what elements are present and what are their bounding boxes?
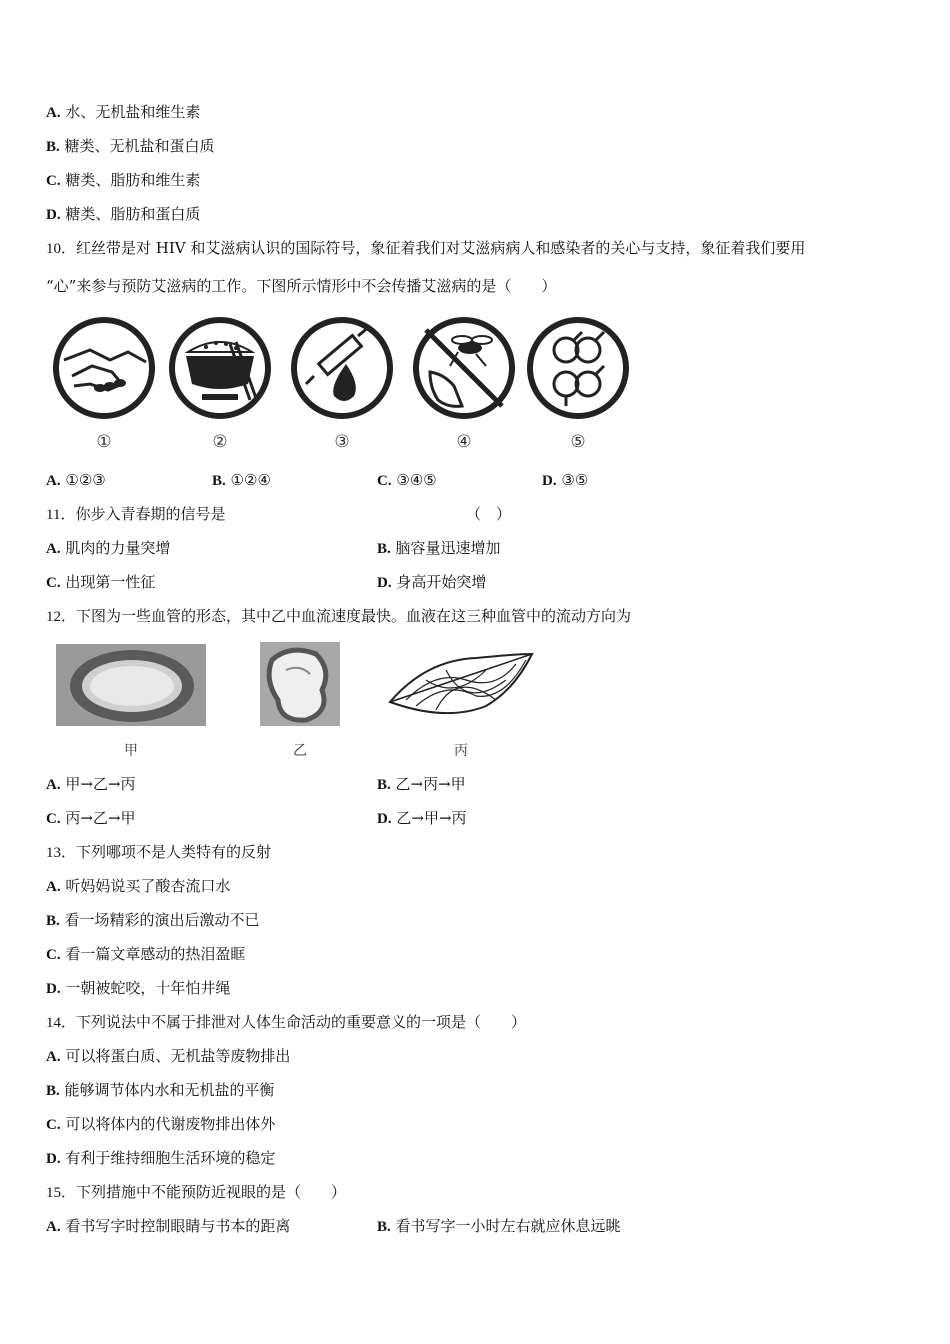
handshake-icon [50, 314, 158, 422]
q15-option-a [46, 1216, 290, 1237]
option-text: 水、无机盐和维生素 [65, 103, 201, 121]
option-letter: D. [46, 1151, 61, 1167]
option-text: 听妈妈说买了酸杏流口水 [65, 877, 231, 895]
figure-label: ① [96, 432, 112, 452]
figure-label: 丙 [454, 743, 468, 759]
question-text: “心”来参与预防艾滋病的工作。下图所示情形中不会传播艾滋病的是（ ） [46, 277, 557, 295]
q10-option-a [46, 470, 106, 491]
q14-stem [46, 1012, 526, 1033]
q12-stem [46, 606, 631, 627]
artery-cross-section-image [56, 640, 206, 730]
q9-option-b [46, 136, 215, 157]
option-text: ③⑤ [561, 471, 589, 489]
option-letter: B. [46, 913, 60, 929]
option-text: 一朝被蛇咬，十年怕井绳 [65, 979, 231, 997]
option-text: ①②④ [230, 471, 271, 489]
question-number: 11． [46, 507, 76, 523]
q13-stem [46, 842, 271, 863]
figure-item-3 [288, 314, 396, 464]
figure-label: 甲 [124, 743, 138, 759]
q10-stem-line2 [46, 276, 556, 296]
option-letter: A. [46, 1049, 61, 1065]
q11-option-c [46, 572, 155, 593]
option-letter: D. [46, 981, 61, 997]
q12-figure [50, 640, 570, 765]
q11-stem [46, 504, 225, 525]
option-text: 看书写字时控制眼睛与书本的距离 [65, 1217, 291, 1235]
figure-label: 乙 [293, 743, 307, 759]
option-letter: B. [377, 541, 391, 557]
q10-stem-line1 [46, 238, 805, 259]
q12-option-d [377, 808, 467, 829]
option-text: 乙→甲→丙 [396, 809, 467, 827]
option-text: 看一篇文章感动的热泪盈眶 [65, 945, 246, 963]
q10-option-d [542, 470, 588, 491]
figure-item-4 [410, 314, 518, 464]
option-letter: B. [46, 139, 60, 155]
option-letter: A. [46, 541, 61, 557]
figure-item-2 [166, 314, 274, 464]
q11-option-d [377, 572, 486, 593]
question-text: 下列措施中不能预防近视眼的是（ ） [76, 1183, 347, 1201]
q12-option-b [377, 774, 466, 795]
q14-option-c [46, 1114, 275, 1135]
q12-option-c [46, 808, 136, 829]
option-text: 身高开始突增 [396, 573, 487, 591]
option-letter: B. [212, 473, 226, 489]
syringe-icon [288, 314, 396, 422]
figure-item-1 [50, 314, 158, 464]
figure-label: ③ [334, 432, 350, 452]
vessel-yi [260, 640, 340, 759]
q9-option-c [46, 170, 200, 191]
option-text: 甲→乙→丙 [65, 775, 136, 793]
q12-option-a [46, 774, 136, 795]
option-text: 出现第一性征 [65, 573, 156, 591]
option-text: 乙→丙→甲 [395, 775, 466, 793]
figure-label: ② [212, 432, 228, 452]
q14-option-b [46, 1080, 275, 1101]
option-letter: A. [46, 1219, 61, 1235]
question-text: 你步入青春期的信号是 [75, 505, 226, 523]
q13-option-c [46, 944, 245, 965]
option-text: 有利于维持细胞生活环境的稳定 [65, 1149, 276, 1167]
option-letter: D. [377, 811, 392, 827]
capillary-network-image [386, 640, 536, 730]
question-number: 12． [46, 609, 77, 625]
q10-figure [50, 314, 650, 464]
option-letter: C. [46, 173, 61, 189]
option-text: 可以将蛋白质、无机盐等废物排出 [65, 1047, 291, 1065]
question-number: 13． [46, 845, 77, 861]
vessel-bing [386, 640, 536, 759]
q15-stem [46, 1182, 346, 1203]
vein-cross-section-image [260, 640, 340, 730]
q11-option-b [377, 538, 501, 559]
q14-option-a [46, 1046, 290, 1067]
option-text: 可以将体内的代谢废物排出体外 [65, 1115, 276, 1133]
question-text: 下列哪项不是人类特有的反射 [76, 843, 272, 861]
q15-option-b [377, 1216, 621, 1237]
option-letter: A. [46, 473, 61, 489]
vessel-jia [56, 640, 206, 759]
question-text: 下图为一些血管的形态，其中乙中血流速度最快。血液在这三种血管中的流动方向为 [76, 607, 632, 625]
question-number: 10． [46, 241, 77, 257]
option-text: ③④⑤ [396, 471, 437, 489]
option-letter: D. [46, 207, 61, 223]
option-letter: C. [46, 1117, 61, 1133]
question-number: 14． [46, 1015, 77, 1031]
option-text: 脑容量迅速增加 [395, 539, 501, 557]
answer-bracket: （ ） [466, 505, 512, 523]
option-text: 丙→乙→甲 [65, 809, 136, 827]
option-letter: A. [46, 105, 61, 121]
option-text: 糖类、脂肪和蛋白质 [65, 205, 201, 223]
q13-option-d [46, 978, 230, 999]
option-letter: B. [377, 1219, 391, 1235]
option-text: 肌肉的力量突增 [65, 539, 171, 557]
option-letter: D. [542, 473, 557, 489]
option-text: 看书写字一小时左右就应休息远眺 [395, 1217, 621, 1235]
option-letter: B. [46, 1083, 60, 1099]
option-letter: D. [377, 575, 392, 591]
q13-option-a [46, 876, 230, 897]
q9-option-a [46, 102, 200, 123]
option-letter: C. [46, 947, 61, 963]
option-letter: C. [377, 473, 392, 489]
option-text: 糖类、无机盐和蛋白质 [64, 137, 215, 155]
q9-option-d [46, 204, 200, 225]
rice-bowl-icon [166, 314, 274, 422]
option-letter: A. [46, 879, 61, 895]
option-letter: B. [377, 777, 391, 793]
q10-option-b [212, 470, 271, 491]
mosquito-icon [410, 314, 518, 422]
q11-option-a [46, 538, 170, 559]
figure-item-5 [524, 314, 632, 464]
q14-option-d [46, 1148, 275, 1169]
q10-option-c [377, 470, 437, 491]
option-letter: C. [46, 811, 61, 827]
question-text: 红丝带是对 HIV 和艾滋病认识的国际符号，象征着我们对艾滋病病人和感染者的关心与支持，象征着我们要用 [76, 239, 806, 257]
option-letter: A. [46, 777, 61, 793]
figure-label: ⑤ [570, 432, 586, 452]
gender-symbols-icon [524, 314, 632, 422]
question-number: 15． [46, 1185, 77, 1201]
option-letter: C. [46, 575, 61, 591]
option-text: 能够调节体内水和无机盐的平衡 [64, 1081, 275, 1099]
option-text: 糖类、脂肪和维生素 [65, 171, 201, 189]
question-text: 下列说法中不属于排泄对人体生命活动的重要意义的一项是（ ） [76, 1013, 527, 1031]
figure-label: ④ [456, 432, 472, 452]
option-text: 看一场精彩的演出后激动不已 [64, 911, 260, 929]
option-text: ①②③ [65, 471, 106, 489]
q13-option-b [46, 910, 260, 931]
